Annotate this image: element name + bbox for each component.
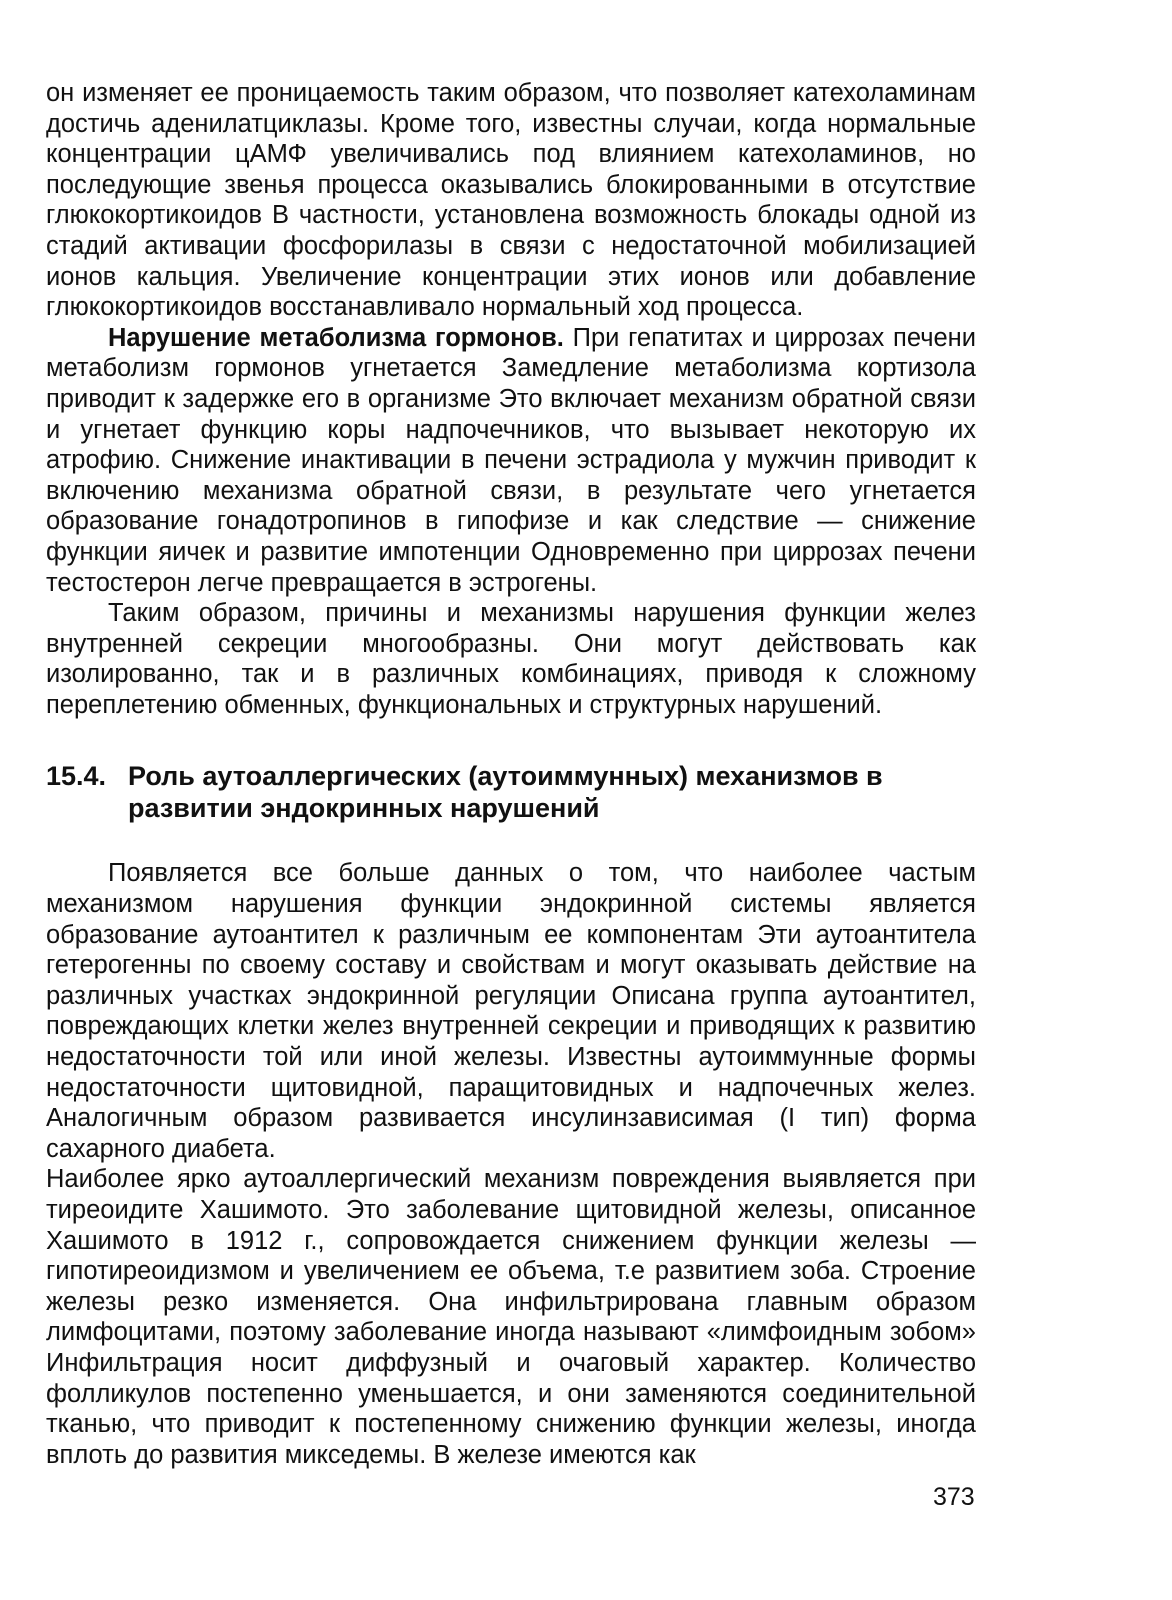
paragraph-4-text: Появляется все больше данных о том, что наиболее частым механизмом нарушения функции эндокринной системы является образование аутоантител к различным ее компонентам Эти аутоантитела гетерогенны по своему составу и свойствам и могут оказывать действие на различных участках эндокринной регуляции Описана группа аутоантител, повреждающих клетки желез внутренней секреции и приводящих к развитию недостаточности той или иной железы. Известны аутоиммунные формы недостаточности щитовидной, паращитовидных и надпочечных желез. Аналогичным образом развивается инсулинзависимая (I тип) форма сахарного диабета. — [46, 859, 976, 1163]
paragraph-2-bold-lead: Нарушение метаболизма гормонов. — [108, 323, 564, 352]
paragraph-3-text: Таким образом, причины и механизмы нарушения функции желез внутренней секреции многообразны. Они могут действовать как изолированно, так и в различных комбинациях, приводя к сложному переплетению обменных, функциональных и структурных нарушений. — [46, 599, 976, 719]
paragraph-5 — [46, 1164, 976, 1470]
paragraph-2-text: При гепатитах и циррозах печени метаболизм гормонов угнетается Замедление метаболизма кортизола приводит к задержке его в организме Это включает механизм обратной связи и угнетает функцию коры надпочечников, что вызывает некоторую их атрофию. Снижение инактивации в печени эстрадиола у мужчин приводит к включению механизма обратной связи, в результате чего угнетается образование гонадотропинов в гипофизе и как следствие — снижение функции яичек и развитие импотенции Одновременно при циррозах печени тестостерон легче превращается в эстрогены. — [46, 323, 976, 597]
paragraph-3 — [46, 598, 976, 720]
paragraph-1-text: он изменяет ее проницаемость таким образом, что позволяет катехоламинам достичь аденилатциклазы. Кроме того, известны случаи, когда нормальные концентрации цАМФ увеличивались под влиянием катехоламинов, но последующие звенья процесса оказывались блокированными в отсутствие глюкокортикоидов В частности, установлена возможность блокады одной из стадий активации фосфорилазы в связи с недостаточной мобилизацией ионов кальция. Увеличение концентрации этих ионов или добавление глюкокортикоидов восстанавливало нормальный ход процесса. — [46, 79, 976, 322]
paragraph-5-text: Наиболее ярко аутоаллергический механизм повреждения выявляется при тиреоидите Хашимото. Это заболевание щитовидной железы, описанное Хашимото в 1912 г., сопровождается снижением функции железы — гипотиреоидизмом и увеличением ее объема, т.е развитием зоба. Строение железы резко изменяется. Она инфильтрирована главным образом лимфоцитами, поэтому заболевание иногда называют «лимфоидным зобом» Инфильтрация носит диффузный и очаговый характер. Количество фолликулов постепенно уменьшается, и они заменяются соединительной тканью, что приводит к постепенному снижению функции железы, иногда вплоть до развития микседемы. В железе имеются как — [46, 1165, 976, 1469]
page-number: 373 — [933, 1483, 975, 1511]
paragraph-2 — [46, 323, 976, 598]
section-number: 15.4. — [46, 761, 107, 792]
paragraph-4 — [46, 858, 976, 1164]
paragraph-1 — [46, 78, 976, 323]
section-title: Роль аутоаллергических (аутоиммунных) механизмов в развитии эндокринных нарушений — [128, 761, 883, 824]
section-heading — [46, 760, 976, 824]
page-body — [46, 78, 976, 1470]
